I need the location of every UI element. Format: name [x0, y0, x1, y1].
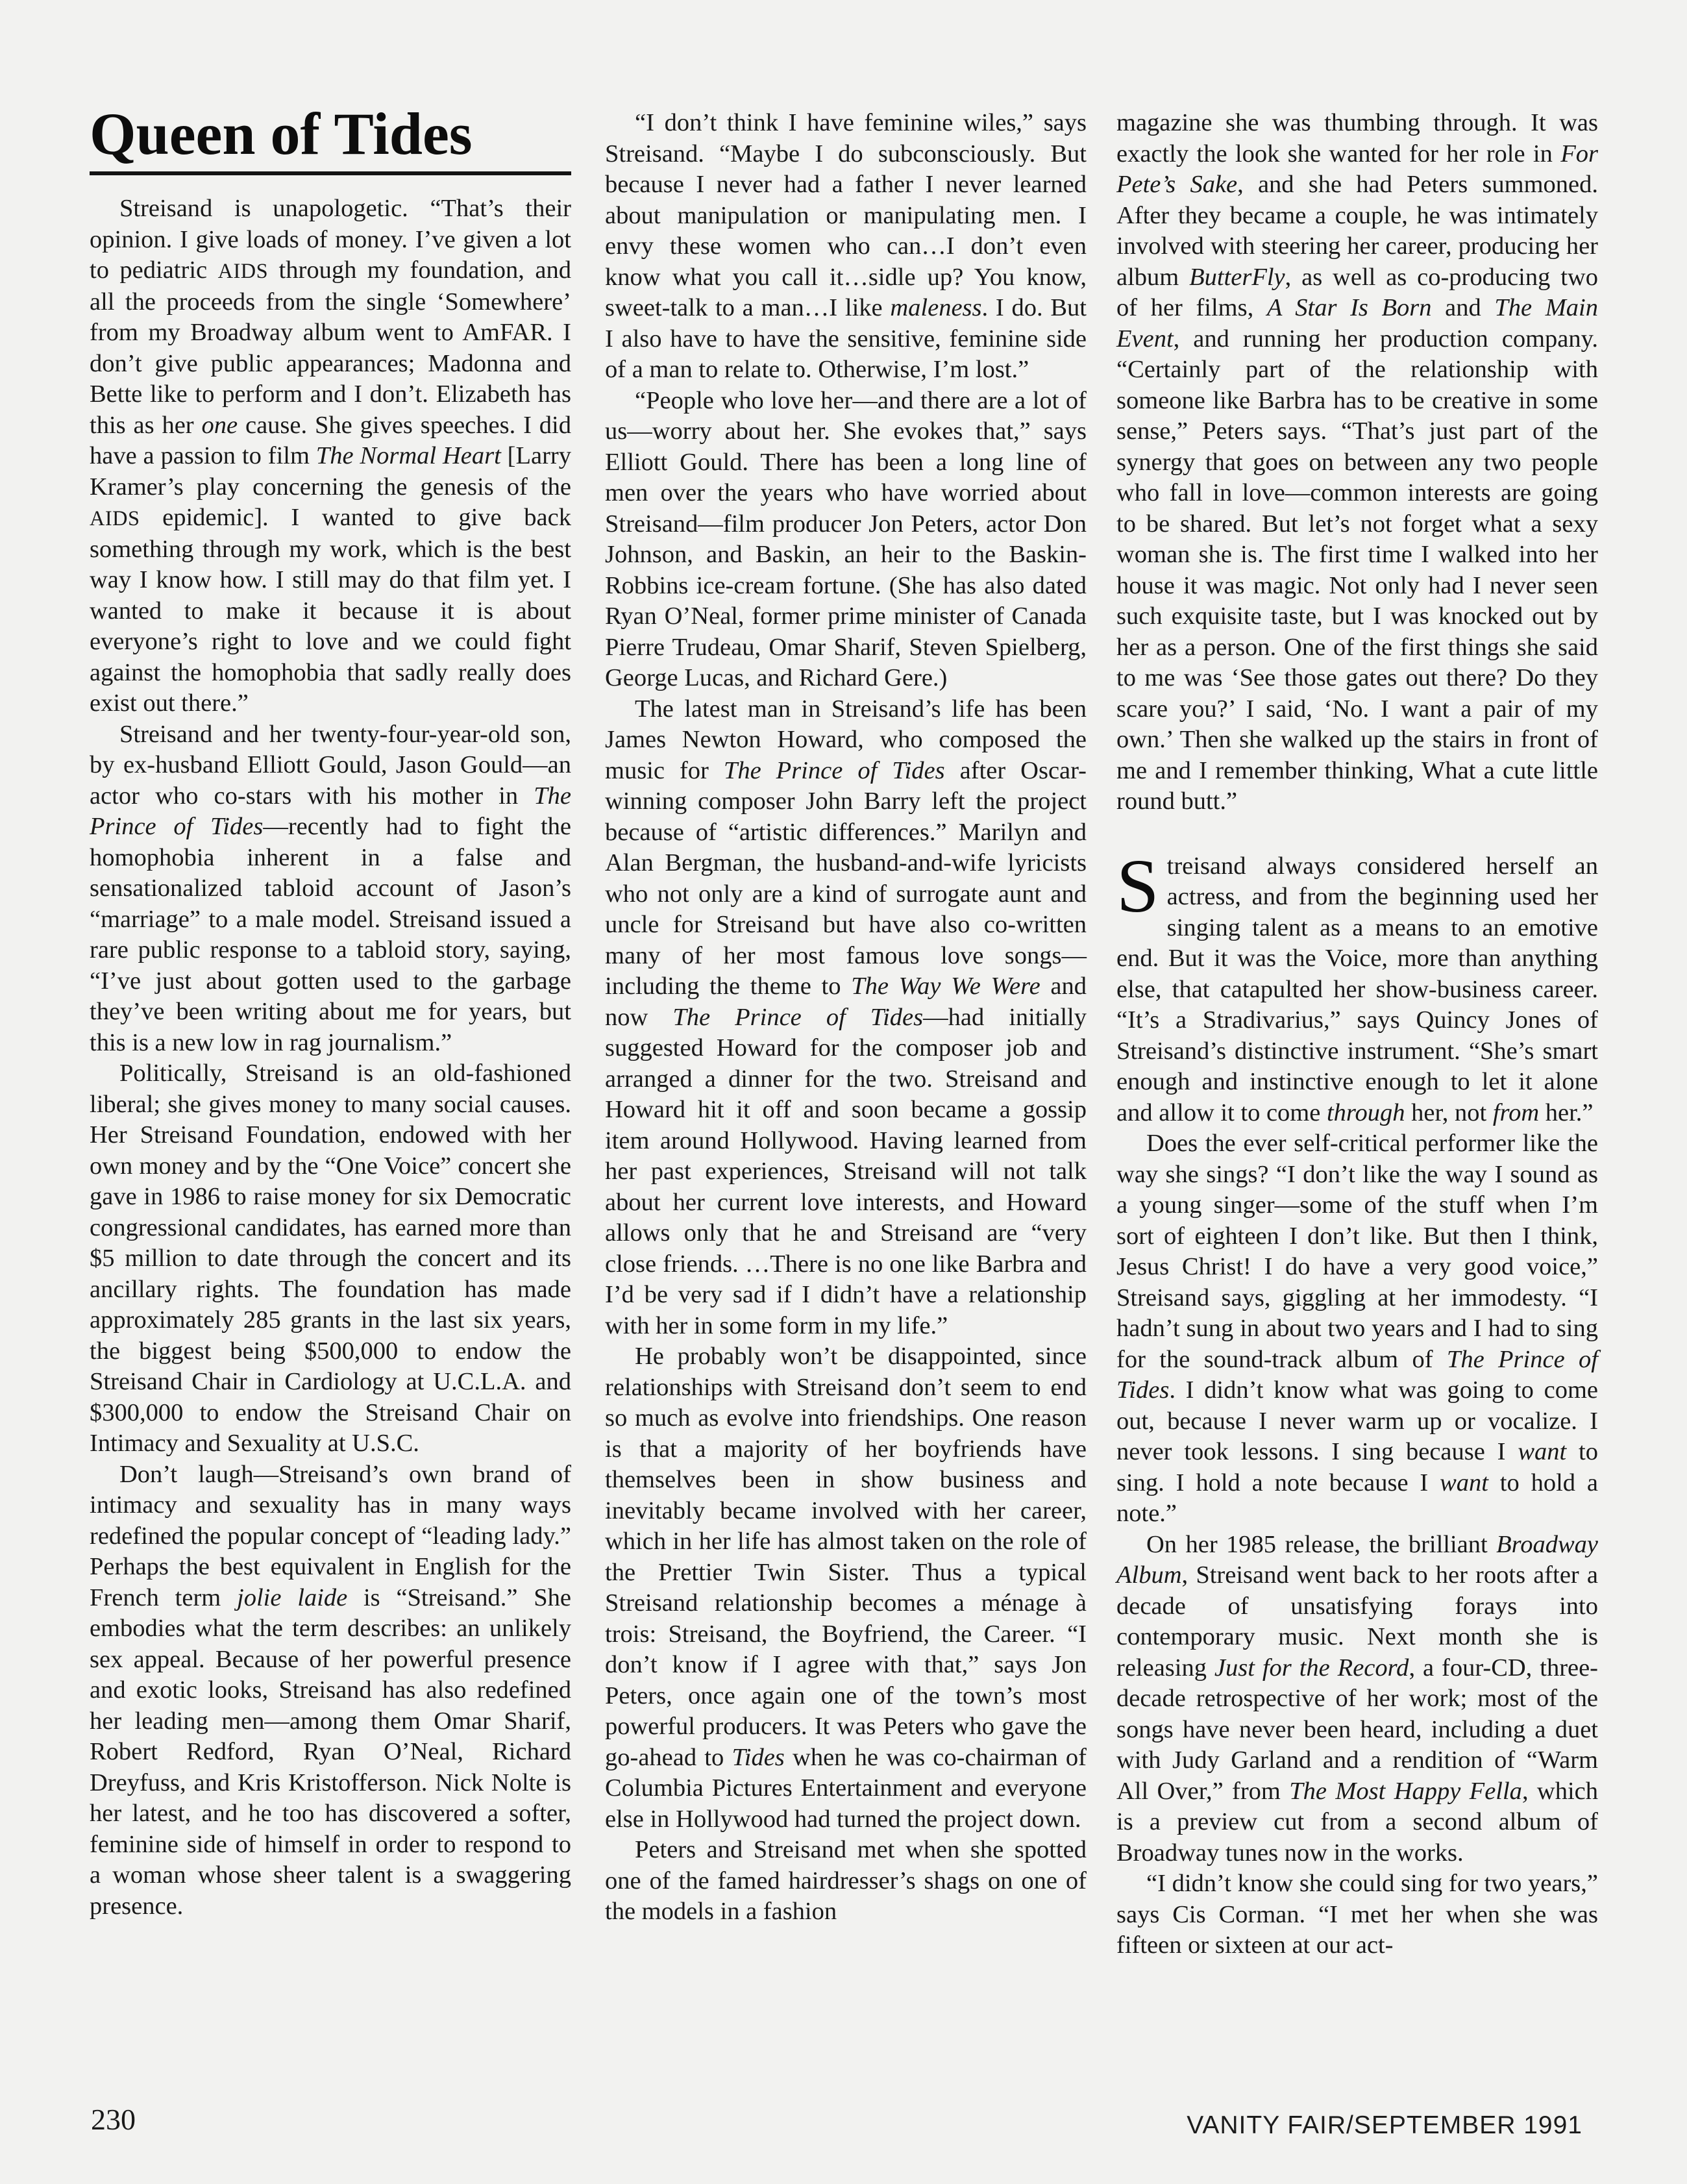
page-number: 230 [91, 2103, 136, 2136]
title-rule [90, 171, 571, 175]
paragraph: Streisand and her twenty-four-year-old son, by ex-husband Elliott Gould, Jason Gould—an actor who co-stars with his mother in The Prince of Tides—recently had to fight the homophobia inherent in a false and sensationalized tabloid account of Jason’s “marriage” to a male model. Streisand issued a rare public response to a tabloid story, saying, “I’ve just about gotten used to the garbage they’ve been writing about me for years, but this is a new low in rag journalism.” [90, 720, 571, 1056]
paragraph: Politically, Streisand is an old-fashioned liberal; she gives money to many social causes. Her Streisand Foundation, endowed with her own money and by the “One Voice” concert she gave in 1986 to raise money for six Democratic congressional candidates, has earned more than $5 million to date through the concert and its ancillary rights. The foundation has made approximately 285 grants in the last six years, the biggest being $500,000 to endow the Streisand Chair in Cardiology at U.C.L.A. and $300,000 to endow the Streisand Chair on Intimacy and Sexuality at U.S.C. [90, 1060, 571, 1457]
paragraph: On her 1985 release, the brilliant Broadway Album, Streisand went back to her roots after a decade of unsatisfying forays into contemporary music. Next month she is releasing Just for the Record, a four-CD, three-decade retrospective of her work; most of the songs have never been heard, including a duet with Judy Garland and a rendition of “Warm All Over,” from The Most Happy Fella, which is a preview cut from a second album of Broadway tunes now in the works. [1116, 1530, 1599, 1867]
paragraph: “I didn’t know she could sing for two years,” says Cis Corman. “I met her when she was fifteen or sixteen at our act- [1116, 1870, 1598, 1959]
column-1 [90, 101, 572, 1922]
drop-cap: S [1116, 843, 1159, 928]
paragraph: Peters and Streisand met when she spotted one of the famed hairdresser’s shags on one of the models in a fashion [605, 1836, 1087, 1925]
article-title: Queen of Tides [90, 101, 473, 167]
paragraph: Streisand is unapologetic. “That’s their opinion. I give loads of money. I’ve given a lot to pediatric AIDS through my foundation, and all the proceeds from the single ‘Somewhere’ from my Broadway album went to AmFAR. I don’t give public appearances; Madonna and Bette like to perform and I don’t. Elizabeth has this as her one cause. She gives speeches. I did have a passion to film The Normal Heart [Larry Kramer’s play concerning the genesis of the AIDS epidemic]. I wanted to give back something through my work, which is the best way I know how. I still may do that film yet. I wanted to make it because it is about everyone’s right to love and we could fight against the homophobia that sadly really does exist out there.” [90, 195, 572, 717]
column-3 [1116, 108, 1598, 1961]
paragraph: The latest man in Streisand’s life has been James Newton Howard, who composed the music for The Prince of Tides after Oscar-winning composer John Barry left the project because of “artistic differences.” Marilyn and Alan Bergman, the husband-and-wife lyricists who not only are a kind of surrogate aunt and uncle for Streisand but have also co-written many of her most famous love songs—including the theme to The Way We Were and now The Prince of Tides—had initially suggested Howard for the composer job and arranged a dinner for the two. Streisand and Howard hit it off and soon became a gossip item around Hollywood. Having learned from her past experiences, Streisand will not talk about her current love interests, and Howard allows only that he and Streisand are “very close friends. …There is no one like Barbra and I’d be very sad if I didn’t have a relationship with her in some form in my life.” [605, 695, 1087, 1339]
column-3-body [1116, 108, 1598, 1961]
paragraph: He probably won’t be disappointed, since relationships with Streisand don’t seem to end so much as evolve into friendships. One reason is that a majority of her boyfriends have themselves been in show business and inevitably became involved with her career, which in her life has almost taken on the role of the Prettier Twin Sister. Thus a typical Streisand relationship becomes a ménage à trois: Streisand, the Boyfriend, the Career. “I don’t know if I agree with that,” says Jon Peters, once again one of the town’s most powerful producers. It was Peters who gave the go-ahead to Tides when he was co-chairman of Columbia Pictures Entertainment and everyone else in Hollywood had turned the project down. [605, 1343, 1087, 1833]
paragraph: Streisand always considered herself an actress, and from the beginning used her singing talent as a means to an emotive end. But it was the Voice, more than anything else, that catapulted her show-business career. “It’s a Stradivarius,” says Quincy Jones of Streisand’s distinctive instrument. “She’s smart enough and instinctive enough to let it alone and allow it to come through her, not from her.” [1116, 843, 1598, 1126]
column-2-body [605, 108, 1087, 1928]
paragraph: Don’t laugh—Streisand’s own brand of intimacy and sexuality has in many ways redefined the popular concept of “leading lady.” Perhaps the best equivalent in English for the French term jolie laide is “Streisand.” She embodies what the term describes: an unlikely sex appeal. Because of her powerful presence and exotic looks, Streisand has also redefined her leading men—among them Omar Sharif, Robert Redford, Ryan O’Neal, Richard Dreyfuss, and Kris Kristofferson. Nick Nolte is her latest, and he too has discovered a softer, feminine side of himself in order to respond to a woman whose sheer talent is a swaggering presence. [90, 1460, 571, 1920]
paragraph: Does the ever self-critical performer like the way she sings? “I don’t like the way I sound as a young singer—some of the stuff when I’m sort of eighteen I don’t like. But then I think, Jesus Christ! I do have a very good voice,” Streisand says, giggling at her immodesty. “I hadn’t sung in about two years and I had to sing for the sound-track album of The Prince of Tides. I didn’t know what was going to come out, because I never warm up or vocalize. I never took lessons. I sing because I want to sing. I hold a note because I want to hold a note.” [1116, 1130, 1598, 1527]
footer-magazine-date: VANITY FAIR/SEPTEMBER 1991 [1187, 2111, 1582, 2139]
paragraph: “I don’t think I have feminine wiles,” says Streisand. “Maybe I do subconsciously. But because I never had a father I never learned about manipulation or manipulating men. I envy these women who can…I don’t even know what you call it…sidle up? You know, sweet-talk to a man…I like maleness. I do. But I also have to have the sensitive, feminine side of a man to relate to. Otherwise, I’m lost.” [605, 109, 1087, 383]
column-1-body [90, 193, 571, 1922]
paragraph: magazine she was thumbing through. It was exactly the look she wanted for her role in For Pete’s Sake, and she had Peters summoned. After they became a couple, he was intimately involved with steering her career, producing her album ButterFly, as well as co-producing two of her films, A Star Is Born and The Main Event, and running her production company. “Certainly part of the relationship with someone like Barbra has to be creative in some sense,” Peters says. “That’s just part of the synergy that goes on between any two people who fall in love—common interests are going to be shared. But let’s not forget what a sexy woman she is. The first time I walked into her house it was magic. Not only had I never seen such exquisite taste, but I was knocked out by her as a person. One of the first things she said to me was ‘See those gates out there? Do they scare you?’ I said, ‘No. I want a pair of my own.’ Then she walked up the stairs in front of me and I remember thinking, What a cute little round butt.” [1116, 109, 1598, 815]
column-2 [605, 108, 1087, 1928]
paragraph: “People who love her—and there are a lot of us—worry about her. She evokes that,” says Elliott Gould. There has been a long line of men over the years who have worried about Streisand—film producer Jon Peters, actor Don Johnson, and Baskin, an heir to the Baskin-Robbins ice-cream fortune. (She has also dated Ryan O’Neal, former prime minister of Canada Pierre Trudeau, Omar Sharif, Steven Spielberg, George Lucas, and Richard Gere.) [605, 386, 1087, 691]
